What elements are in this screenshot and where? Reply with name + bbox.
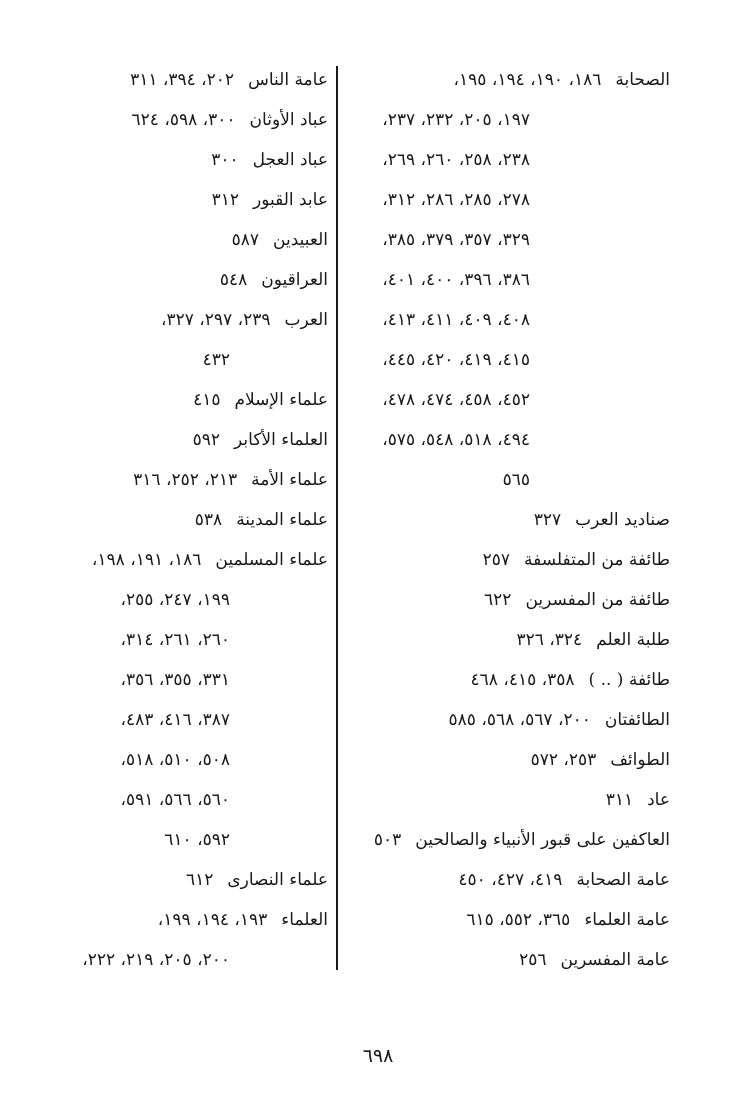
index-term: الطوائف [610, 749, 670, 770]
index-term: العراقيون [261, 269, 328, 290]
index-term: طائفة ( .. ) [588, 669, 670, 690]
index-entry [60, 660, 328, 700]
index-page-refs: ١٩٣، ١٩٤، ١٩٩، [157, 909, 268, 930]
index-page-refs: ٣٨٦، ٣٩٦، ٤٠٠، ٤٠١، [382, 269, 530, 290]
index-page-refs: ٢٦٠، ٢٦١، ٣١٤، [120, 629, 230, 650]
index-term: عباد العجل [252, 149, 328, 170]
index-page-refs: ٤١٥ [193, 389, 221, 410]
index-entry [60, 500, 328, 540]
index-entry [345, 300, 690, 340]
index-page-refs: ٥٨٧ [231, 229, 260, 250]
index-page-refs: ٣٢٩، ٣٥٧، ٣٧٩، ٣٨٥، [382, 229, 530, 250]
index-entry [345, 380, 690, 420]
index-page-refs: ٢٥٣، ٥٧٢ [530, 749, 597, 770]
index-entry [60, 860, 328, 900]
index-term: العرب [284, 309, 328, 330]
index-page-refs: ٥٠٨، ٥١٠، ٥١٨، [120, 749, 230, 770]
index-page-refs: ١٨٦، ١٩٠، ١٩٤، ١٩٥، [453, 69, 602, 90]
index-entry [345, 340, 690, 380]
index-term: عاد [647, 789, 670, 810]
index-page-refs: ٢٥٦ [519, 949, 547, 970]
index-page-refs: ٦٢٢ [484, 589, 512, 610]
index-entry [345, 860, 690, 900]
index-page-refs: ٣١١ [605, 789, 634, 810]
index-term: عامة المفسرين [560, 949, 670, 970]
index-term: علماء المسلمين [215, 549, 328, 570]
index-entry [60, 780, 328, 820]
index-page-refs: ٥٤٨ [219, 269, 248, 290]
index-term: الصحابة [615, 69, 670, 90]
index-entry [345, 420, 690, 460]
index-entry [60, 300, 328, 340]
column-divider [336, 66, 338, 970]
index-page-refs: ٤١٩، ٤٢٧، ٤٥٠ [458, 869, 563, 890]
index-page-refs: ١٨٦، ١٩١، ١٩٨، [91, 549, 202, 570]
index-entry [60, 380, 328, 420]
index-page-refs: ٢١٣، ٢٥٢، ٣١٦ [133, 469, 238, 490]
index-term: العلماء الأكابر [234, 429, 328, 450]
index-entry [345, 100, 690, 140]
index-entry [60, 460, 328, 500]
index-term: عابد القبور [252, 189, 328, 210]
index-page-refs: ٢٣٩، ٢٩٧، ٣٢٧، [161, 309, 271, 330]
index-term: طائفة من المفسرين [525, 589, 670, 610]
index-page-refs: ٤٥٢، ٤٥٨، ٤٧٤، ٤٧٨، [382, 389, 530, 410]
index-page-refs: ٣٠٠ [211, 149, 239, 170]
index-term: عامة الناس [248, 69, 328, 90]
index-term: العبيدين [273, 229, 328, 250]
index-page-refs: ٥٩٢، ٦١٠ [164, 829, 230, 850]
index-page-refs: ٣٣١، ٣٥٥، ٣٥٦، [120, 669, 230, 690]
index-entry [345, 660, 690, 700]
index-entry [345, 60, 690, 100]
index-entry [345, 220, 690, 260]
index-term: طائفة من المتفلسفة [524, 549, 670, 570]
index-page-refs: ٤١٥، ٤١٩، ٤٢٠، ٤٤٥، [382, 349, 530, 370]
index-page-refs: ٣٥٨، ٤١٥، ٤٦٨ [470, 669, 575, 690]
index-entry [345, 620, 690, 660]
index-term: علماء الإسلام [234, 389, 328, 410]
index-entry [345, 180, 690, 220]
index-entry [345, 700, 690, 740]
index-entry [345, 740, 690, 780]
index-entry [345, 500, 690, 540]
index-page-refs: ٤٩٤، ٥١٨، ٥٤٨، ٥٧٥، [382, 429, 530, 450]
index-entry [345, 940, 690, 980]
index-page-refs: ٦١٢ [185, 869, 214, 890]
index-entry [60, 940, 328, 980]
index-entry [60, 820, 328, 860]
index-entry [60, 740, 328, 780]
index-entry [60, 540, 328, 580]
index-page-refs: ٢٧٨، ٢٨٥، ٢٨٦، ٣١٢، [382, 189, 530, 210]
index-page-refs: ٥٠٣ [373, 829, 402, 850]
index-entry [345, 780, 690, 820]
index-entry [60, 260, 328, 300]
index-term: علماء النصارى [227, 869, 328, 890]
index-entry [345, 580, 690, 620]
index-entry [60, 900, 328, 940]
index-entry [60, 700, 328, 740]
index-page-refs: ٣٨٧، ٤١٦، ٤٨٣، [120, 709, 230, 730]
index-page-refs: ٥٩٢ [192, 429, 221, 450]
index-page-refs: ٣٦٥، ٥٥٢، ٦١٥ [466, 909, 571, 930]
index-entry [345, 140, 690, 180]
index-page-refs: ٢٠٠، ٢٠٥، ٢١٩، ٢٢٢، [82, 949, 230, 970]
index-term: عامة الصحابة [576, 869, 670, 890]
index-page-refs: ٥٦٥ [502, 469, 530, 490]
index-term: عامة العلماء [584, 909, 670, 930]
index-page-refs: ٥٦٠، ٥٦٦، ٥٩١، [120, 789, 230, 810]
index-page-refs: ٣١٢ [211, 189, 239, 210]
index-term: عباد الأوثان [249, 109, 328, 130]
index-entry [60, 620, 328, 660]
index-entry [60, 60, 328, 100]
index-entry [345, 900, 690, 940]
index-page-refs: ٤٠٨، ٤٠٩، ٤١١، ٤١٣، [382, 309, 530, 330]
index-page-refs: ٢٥٧ [482, 549, 511, 570]
index-entry [345, 460, 690, 500]
index-page-refs: ٢٣٨، ٢٥٨، ٢٦٠، ٢٦٩، [382, 149, 530, 170]
index-entry [60, 140, 328, 180]
index-page-refs: ٢٠٠، ٥٦٧، ٥٦٨، ٥٨٥ [448, 709, 591, 730]
index-page-refs: ٥٣٨ [194, 509, 223, 530]
index-page-refs: ٢٠٢، ٣٩٤، ٣١١ [130, 69, 235, 90]
index-entry [345, 820, 690, 860]
index-term: علماء المدينة [236, 509, 328, 530]
index-page-refs: ٣٠٠، ٥٩٨، ٦٢٤ [131, 109, 236, 130]
index-entry [60, 420, 328, 460]
index-page-refs: ١٩٩، ٢٤٧، ٢٥٥، [120, 589, 230, 610]
page-number: ٦٩٨ [362, 1045, 394, 1067]
index-entry [60, 580, 328, 620]
index-entry [345, 260, 690, 300]
index-term: صناديد العرب [575, 509, 670, 530]
index-entry [60, 340, 328, 380]
index-entry [60, 180, 328, 220]
index-page-refs: ٣٢٤، ٣٢٦ [516, 629, 583, 650]
index-term: العلماء [281, 909, 328, 930]
index-term: علماء الأمة [251, 469, 328, 490]
index-entry [60, 100, 328, 140]
index-entry [60, 220, 328, 260]
index-page-refs: ١٩٧، ٢٠٥، ٢٣٢، ٢٣٧، [382, 109, 530, 130]
index-term: العاكفين على قبور الأنبياء والصالحين [415, 829, 670, 850]
index-term: الطائفتان [604, 709, 670, 730]
index-entry [345, 540, 690, 580]
index-page-refs: ٤٣٢ [202, 349, 230, 370]
index-term: طلبة العلم [596, 629, 670, 650]
index-page-refs: ٣٢٧ [533, 509, 562, 530]
